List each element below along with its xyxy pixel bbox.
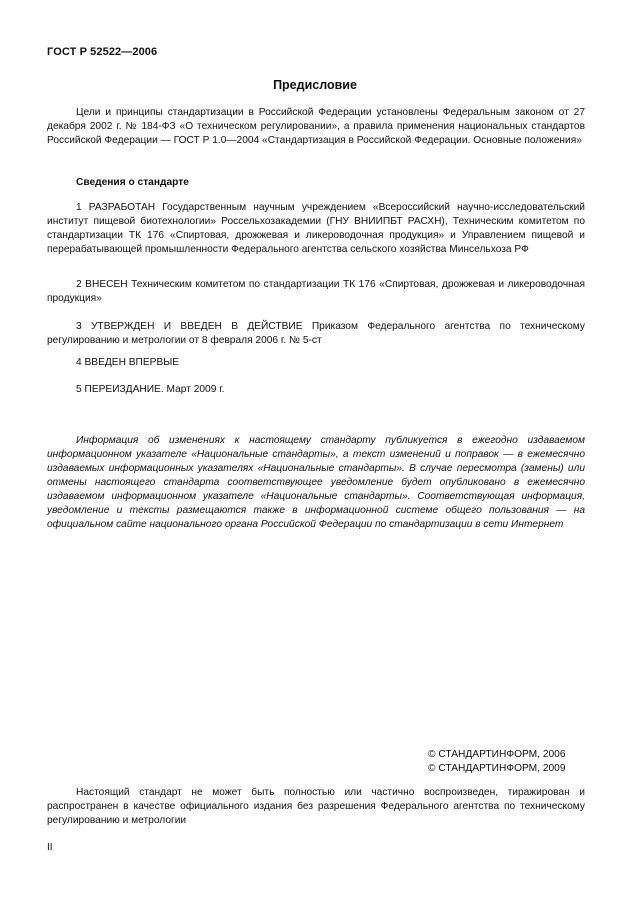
changes-info-note: Информация об изменениях к настоящему стандарту публикуется в ежегодно издаваемом информационном указателе «Национальные стандарты», а текст изменений и поправок — в ежемесячно издаваемых информационных указателях «Национальные стандарты». В случае пересмотра (замены) или отмены настоящего стандарта соответствующее уведомление будет опубликовано в ежемесячно издаваемом информационном указателе «Национальные стандарты». Соответствующая информация, уведомление и тексты размещаются также в информационной системе общего пользования — на официальном сайте национального органа Российской Федерации по стандартизации в сети Интернет xyxy=(47,435,585,530)
section-subheading: Сведения о стандарте xyxy=(76,177,189,188)
list-item: 1 РАЗРАБОТАН Государственным научным учреждением «Всероссийский научно-исследовательский институт пищевой биотехнологии» Россельхозакадемии (ГНУ ВНИИПБТ РАСХН), Техническим комитетом по стандартизации ТК 176 «Спиртовая, дрожжевая и ликероводочная продукция» и Управлением пищевой и перерабатывающей промышленности Федерального агентства сельского хозяйства Минсельхоза РФ xyxy=(47,202,585,255)
intro-paragraph: Цели и принципы стандартизации в Российской Федерации установлены Федеральным законом от 27 декабря 2002 г. № 184-ФЗ «О техническом регулировании», а правила применения национальных стандартов Российской Федерации — ГОСТ Р 1.0—2004 «Стандартизация в Российской Федерации. Основные положения» xyxy=(47,107,585,146)
page-number: II xyxy=(47,842,53,853)
list-item: 4 ВВЕДЕН ВПЕРВЫЕ xyxy=(76,357,180,368)
page-title: Предисловие xyxy=(273,78,357,92)
list-item: 2 ВНЕСЕН Техническим комитетом по стандартизации ТК 176 «Спиртовая, дрожжевая и ликероводочная продукция» xyxy=(47,279,585,304)
copyright-line: © СТАНДАРТИНФОРМ, 2006 xyxy=(428,749,566,760)
reproduction-notice: Настоящий стандарт не может быть полностью или частично воспроизведен, тиражирован и распространен в качестве официального издания без разрешения Федерального агентства по техническому регулированию и метрологии xyxy=(47,787,585,826)
list-item: 5 ПЕРЕИЗДАНИЕ. Март 2009 г. xyxy=(76,384,225,395)
list-item: 3 УТВЕРЖДЕН И ВВЕДЕН В ДЕЙСТВИЕ Приказом Федерального агентства по техническому регулированию и метрологии от 8 февраля 2006 г. № 5-ст xyxy=(47,321,585,346)
standard-designation: ГОСТ Р 52522—2006 xyxy=(47,46,158,58)
copyright-line: © СТАНДАРТИНФОРМ, 2009 xyxy=(428,763,566,774)
